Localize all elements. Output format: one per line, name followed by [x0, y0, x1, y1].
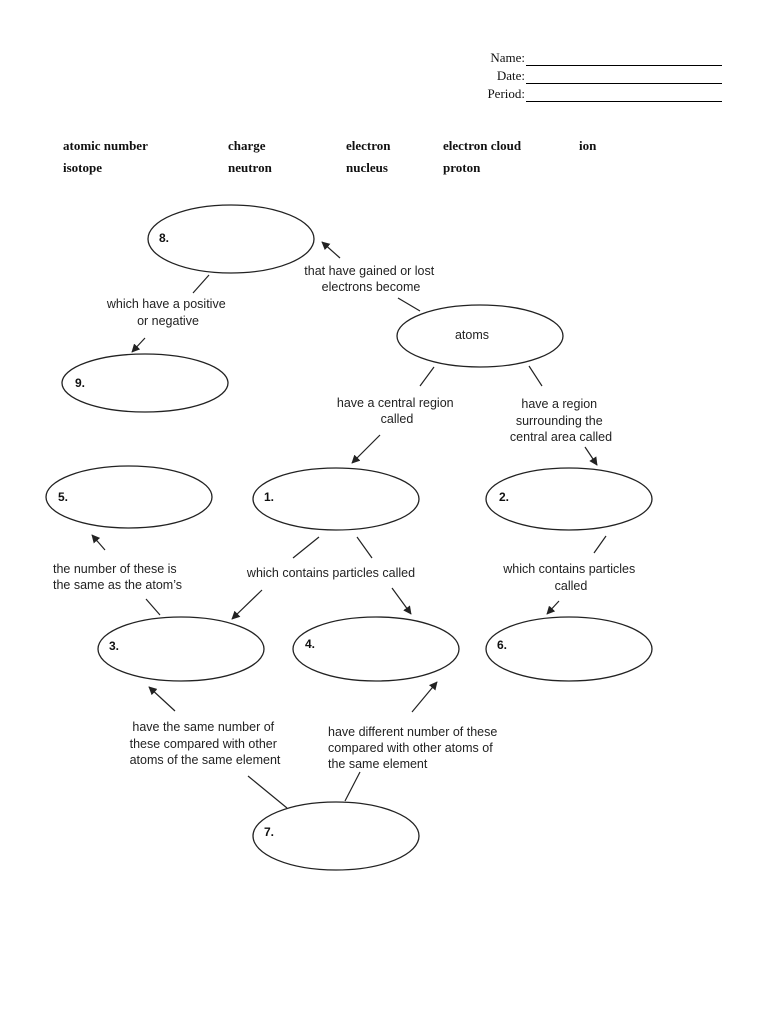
link-positive-negative: which have a positive or negative	[106, 297, 226, 328]
oval-1-label: 1.	[264, 490, 275, 504]
arrow-to-3	[232, 590, 262, 619]
line-7-to-same	[248, 776, 287, 808]
word-bank-term: nucleus	[346, 160, 388, 175]
link-contains-particles-cloud: which contains particles called	[503, 562, 636, 593]
link-same-number: have the same number of these compared with other atoms of the same element	[129, 720, 281, 767]
link-different-number: have different number of these compared with other atoms of the same element	[328, 725, 498, 771]
link-region-surrounding: have a region surrounding the central area called	[509, 397, 613, 444]
word-bank-term: neutron	[228, 160, 272, 175]
oval-5[interactable]	[46, 466, 212, 528]
line-1-to-contains-right	[357, 537, 372, 558]
line-atoms-to-region	[529, 366, 542, 386]
oval-9-label: 9.	[75, 376, 86, 390]
oval-1[interactable]	[253, 468, 419, 530]
word-bank-term: electron cloud	[443, 138, 522, 153]
arrow-to-8	[322, 242, 340, 258]
arrow-to-9	[132, 338, 145, 352]
oval-3[interactable]	[98, 617, 264, 681]
link-central-region: have a central region called	[336, 396, 454, 426]
line-1-to-contains-left	[293, 537, 319, 558]
arrow-to-4	[392, 588, 411, 614]
oval-atoms	[397, 305, 563, 367]
line-7-to-different	[345, 772, 360, 801]
word-bank-term: atomic number	[63, 138, 148, 153]
arrow-to-6	[547, 601, 559, 614]
oval-5-label: 5.	[58, 490, 69, 504]
oval-8[interactable]	[148, 205, 314, 273]
line-8-to-posneg	[193, 275, 209, 293]
period-label: Period:	[487, 86, 525, 101]
arrow-to-2	[585, 447, 597, 465]
oval-3-label: 3.	[109, 639, 120, 653]
line-atoms-to-gained	[398, 298, 420, 311]
line-2-to-contains	[594, 536, 606, 553]
line-atoms-to-central	[420, 367, 434, 386]
oval-7-label: 7.	[264, 825, 275, 839]
link-gained-lost: that have gained or lost electrons become	[304, 264, 435, 294]
arrow-to-5	[92, 535, 105, 550]
arrow-to-4-from-different	[412, 682, 437, 712]
date-label: Date:	[496, 68, 525, 83]
word-bank-term: charge	[228, 138, 266, 153]
word-bank-term: proton	[443, 160, 481, 175]
oval-4[interactable]	[293, 617, 459, 681]
word-bank-term: electron	[346, 138, 391, 153]
oval-4-label: 4.	[305, 637, 316, 651]
word-bank-term: isotope	[63, 160, 102, 175]
line-3-to-number	[146, 599, 160, 615]
oval-6[interactable]	[486, 617, 652, 681]
oval-atoms-label: atoms	[454, 328, 490, 342]
arrow-to-1	[352, 435, 380, 463]
link-number-same: the number of these is the same as the atom’s	[53, 562, 183, 592]
link-contains-particles-nucleus: which contains particles called	[246, 566, 416, 580]
oval-9[interactable]	[62, 354, 228, 412]
word-bank-term: ion	[579, 138, 597, 153]
oval-2-label: 2.	[499, 490, 510, 504]
arrow-to-3-from-same	[149, 687, 175, 711]
oval-6-label: 6.	[497, 638, 508, 652]
oval-8-label: 8.	[159, 231, 170, 245]
oval-2[interactable]	[486, 468, 652, 530]
oval-7[interactable]	[253, 802, 419, 870]
name-label: Name:	[490, 50, 525, 65]
